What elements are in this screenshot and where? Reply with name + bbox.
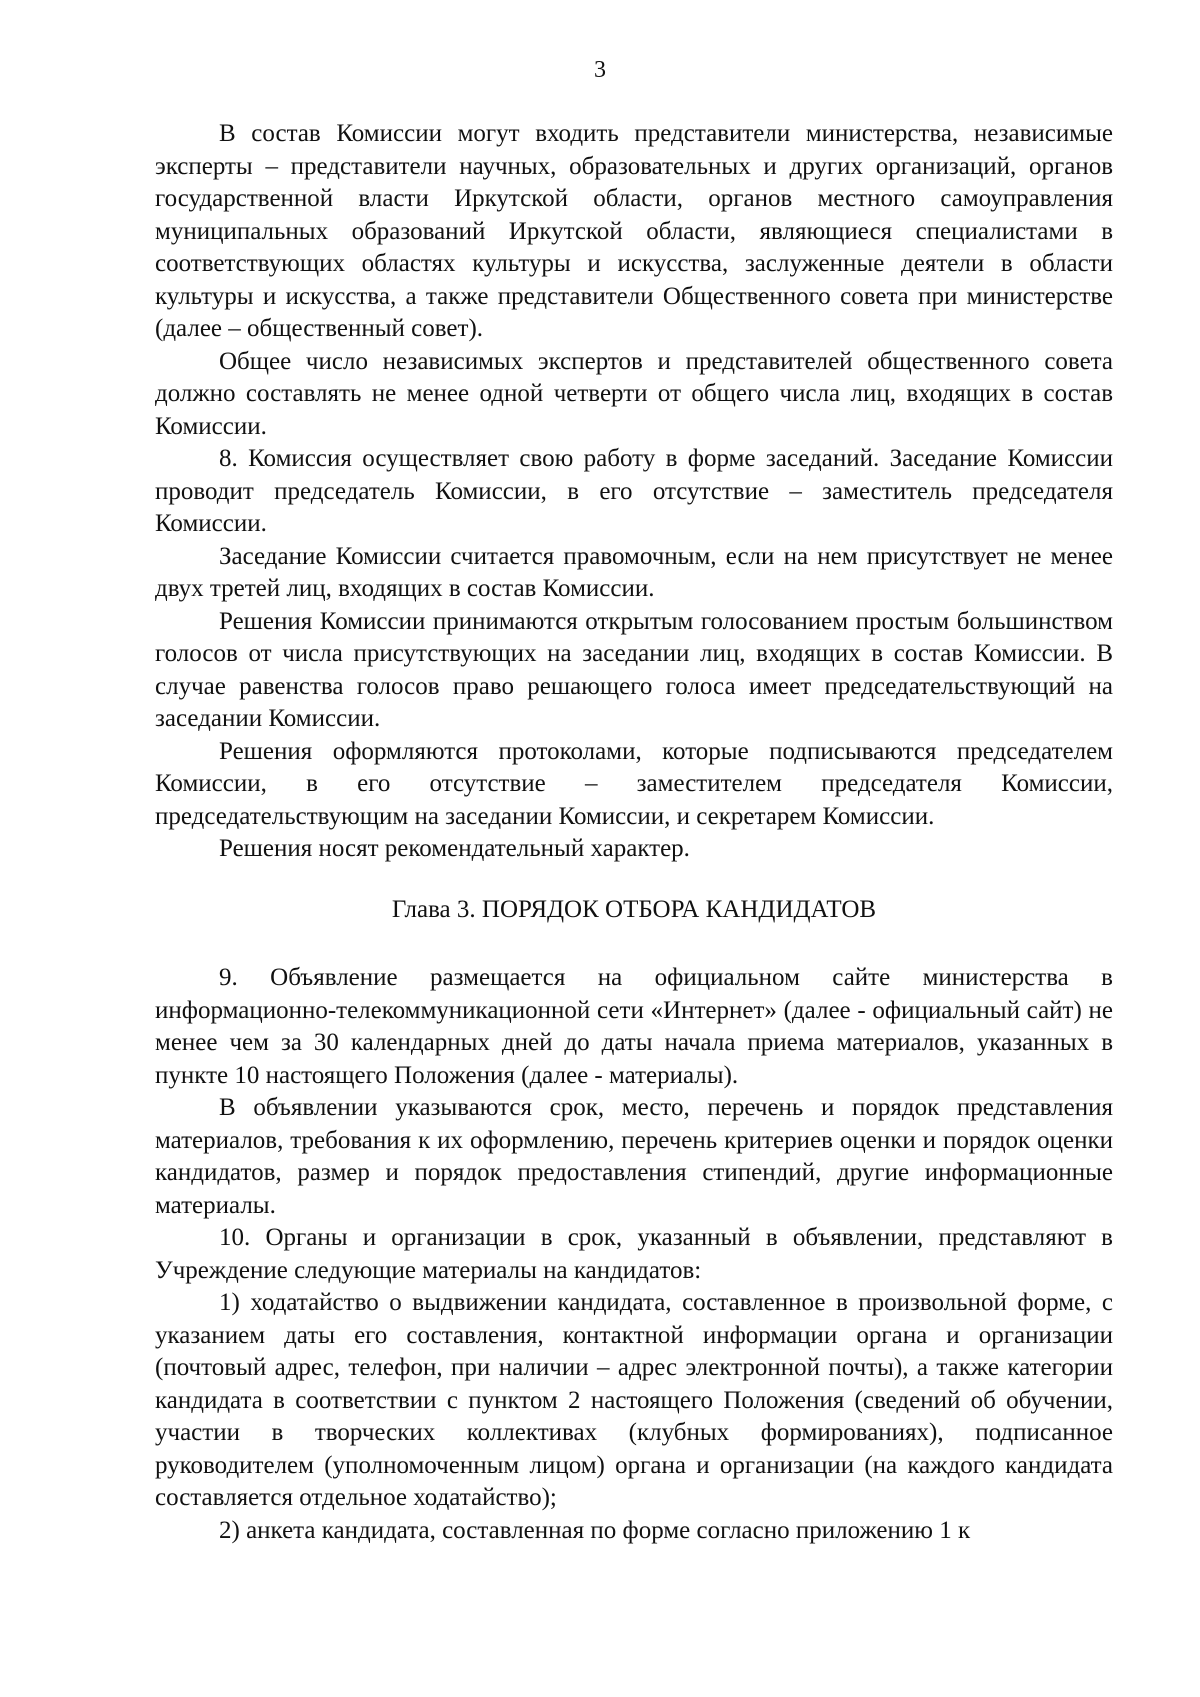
paragraph-quorum: Заседание Комиссии считается правомочным, если на нем присутствует не менее двух третей лиц, входящих в состав Комиссии. xyxy=(155,542,1113,602)
document-body xyxy=(155,118,1113,1547)
chapter-heading: Глава 3. ПОРЯДОК ОТБОРА КАНДИДАТОВ xyxy=(391,895,877,923)
paragraph-item-10: 10. Органы и организации в срок, указанный в объявлении, представляют в Учреждение следующие материалы на кандидатов: xyxy=(155,1224,1113,1284)
paragraph-item-8: 8. Комиссия осуществляет свою работу в форме заседаний. Заседание Комиссии проводит председатель Комиссии, в его отсутствие – заместитель председателя Комиссии. xyxy=(155,445,1113,537)
paragraph-experts-share: Общее число независимых экспертов и представителей общественного совета должно составлять не менее одной четверти от общего числа лиц, входящих в состав Комиссии. xyxy=(155,347,1113,440)
paragraph-voting: Решения Комиссии принимаются открытым голосованием простым большинством голосов от числа присутствующих на заседании лиц, входящих в состав Комиссии. В случае равенства голосов право решающего голоса имеет председательствующий на заседании Комиссии. xyxy=(155,607,1113,732)
paragraph-subitem-1: 1) ходатайство о выдвижении кандидата, составленное в произвольной форме, с указанием даты его составления, контактной информации органа и организации (почтовый адрес, телефон, при наличии – адрес электронной почты), а также категории кандидата в соответствии с пунктом 2 настоящего Положения (сведений об обучении, участии в творческих коллективах (клубных формированиях), подписанное руководителем (уполномоченным лицом) органа и организации (на каждого кандидата составляется отдельное ходатайство); xyxy=(155,1289,1113,1511)
paragraph-item-9: 9. Объявление размещается на официальном сайте министерства в информационно-телекоммуникационной сети «Интернет» (далее - официальный сайт) не менее чем за 30 календарных дней до даты начала приема материалов, указанных в пункте 10 настоящего Положения (далее - материалы). xyxy=(155,964,1113,1089)
paragraph-announcement-contents: В объявлении указываются срок, место, перечень и порядок представления материалов, требования к их оформлению, перечень критериев оценки и порядок оценки кандидатов, размер и порядок предоставления стипендий, другие информационные материалы. xyxy=(155,1094,1113,1219)
paragraph-subitem-2: 2) анкета кандидата, составленная по форме согласно приложению 1 к xyxy=(219,1516,971,1544)
paragraph-recommendations: Решения носят рекомендательный характер. xyxy=(219,835,690,862)
paragraph-protocols: Решения оформляются протоколами, которые подписываются председателем Комиссии, в его отсутствие – заместителем председателя Комиссии, председательствующим на заседании Комиссии, и секретарем Комиссии. xyxy=(155,737,1113,830)
paragraph-commission-composition: В состав Комиссии могут входить представители министерства, независимые эксперты – представители научных, образовательных и других организаций, органов государственной власти Иркутской области, органов местного самоуправления муниципальных образований Иркутской области, являющиеся специалистами в соответствующих областях культуры и искусства, заслуженные деятели в области культуры и искусства, а также представители Общественного совета при министерстве (далее – общественный совет). xyxy=(155,120,1113,342)
page-number: 3 xyxy=(594,57,606,83)
